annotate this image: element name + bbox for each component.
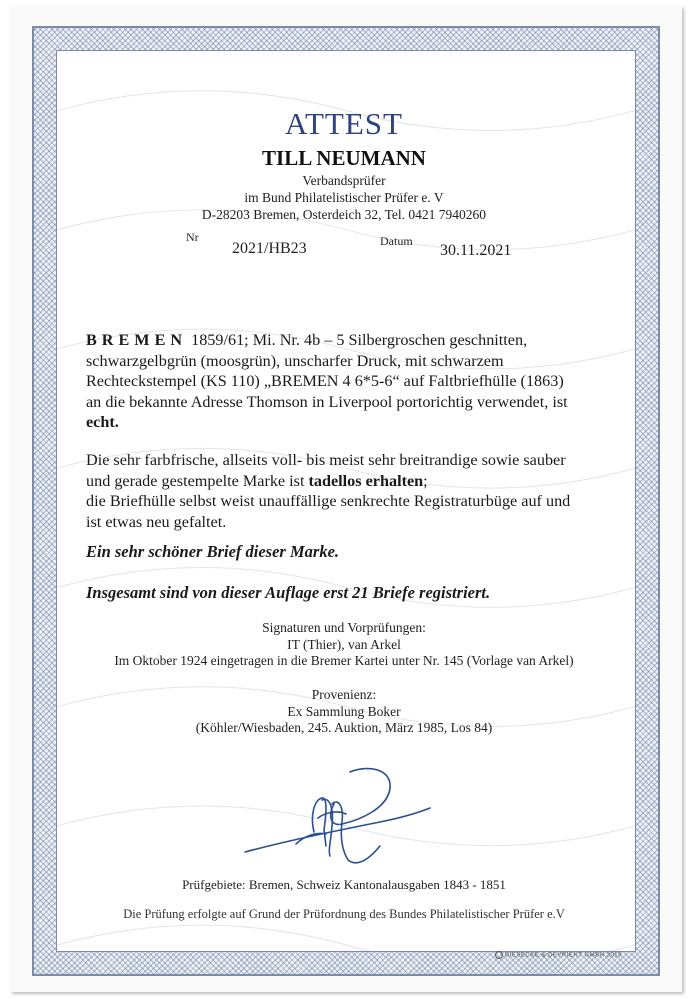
- signatures-line: Im Oktober 1924 eingetragen in die Bremer Kartei unter Nr. 145 (Vorlage van Arkel): [114, 653, 574, 668]
- copyright-icon: [495, 951, 503, 959]
- provenance-line: Ex Sammlung Boker: [287, 703, 401, 719]
- examiner-signature: [230, 760, 460, 875]
- examination-basis: Die Prüfung erfolgte auf Grund der Prüfordnung des Bundes Philatelistischer Prüfer e.V: [123, 907, 565, 921]
- examiner-association: im Bund Philatelistischer Prüfer e. V: [244, 190, 444, 205]
- statement-registered: Insgesamt sind von dieser Auflage erst 21 Briefe registriert.: [86, 583, 491, 602]
- provenance-heading: Provenienz:: [311, 687, 377, 702]
- description-line: schwarzgelbgrün (moosgrün), unscharfer Druck, mit schwarzem: [86, 351, 504, 370]
- nr-label: Nr: [186, 230, 199, 244]
- printer-copyright: [495, 951, 622, 959]
- examiner-role: Verbandsprüfer: [302, 173, 386, 188]
- examiner-name: TILL NEUMANN: [262, 146, 426, 170]
- datum-label: Datum: [380, 234, 413, 248]
- condition-line: die Briefhülle selbst weist unauffällige senkrechte Registraturbüge auf und: [86, 492, 571, 510]
- condition-line: Die sehr farbfrische, allseits voll- bis meist sehr breitrandige sowie sauber: [86, 451, 566, 469]
- verdict-genuine: echt.: [86, 413, 119, 431]
- signatures-block: [0, 620, 688, 670]
- description-line: 1859/61; Mi. Nr. 4b – 5 Silbergroschen geschnitten,: [187, 331, 528, 349]
- statement-beautiful: Ein sehr schöner Brief dieser Marke.: [86, 542, 340, 561]
- description-paragraph-1: [86, 330, 606, 433]
- description-paragraph-2: [86, 450, 606, 532]
- datum-value: 30.11.2021: [440, 242, 512, 259]
- condition-verdict: tadellos erhalten: [308, 471, 424, 490]
- examination-areas: Prüfgebiete: Bremen, Schweiz Kantonalausgaben 1843 - 1851: [182, 877, 506, 892]
- signatures-heading: Signaturen und Vorprüfungen:: [262, 620, 426, 635]
- signatures-line: IT (Thier), van Arkel: [287, 636, 401, 652]
- provenance-block: [0, 687, 688, 737]
- certificate-title: ATTEST: [285, 106, 403, 141]
- condition-line: ist etwas neu gefaltet.: [86, 512, 227, 531]
- nr-value: 2021/HB23: [232, 240, 307, 257]
- provenance-line: (Köhler/Wiesbaden, 245. Auktion, März 1985, Los 84): [195, 720, 493, 735]
- copyright-text: GIESECKE & DEVRIENT GMBH 2016: [504, 952, 622, 959]
- examiner-address: D-28203 Bremen, Osterdeich 32, Tel. 0421 7940260: [201, 207, 487, 222]
- description-line: Rechteckstempel (KS 110) „BREMEN 4 6*5-6“ auf Faltbriefhülle (1863): [86, 372, 564, 390]
- condition-punctuation: ;: [423, 471, 428, 490]
- stamp-origin: BREMEN: [86, 331, 188, 349]
- description-line: an die bekannte Adresse Thomson in Liverpool portorichtig verwendet, ist: [86, 392, 568, 411]
- condition-line: und gerade gestempelte Marke ist: [86, 471, 309, 490]
